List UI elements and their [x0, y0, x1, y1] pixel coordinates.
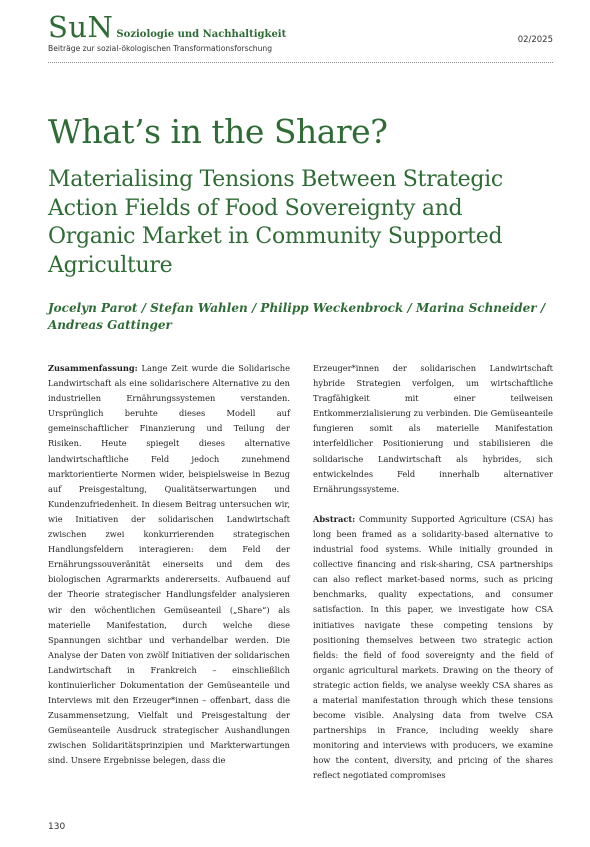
journal-subtitle: Beiträge zur sozial-ökologischen Transformationsforschung [48, 44, 273, 53]
abstract-german-continued: Erzeuger*innen der solidarischen Landwirtschaft hybride Strategien verfolgen, um wirtschaftliche Tragfähigkeit mit einer teilweisen Entkommerzialisierung zu verbinden. Die Gemüseanteile fungieren somit als materielle Manifestation interfeldlicher Positionierung und stabilisieren die solidarische Landwirtschaft als hybrides, sich entwickelndes Feld innerhalb alternativer Ernährungssysteme. [313, 363, 553, 494]
journal-logo: SuN [48, 10, 114, 44]
abstract-english [313, 512, 553, 784]
abstract-english-text: Community Supported Agriculture (CSA) has long been framed as a solidarity-based alternative to industrial food systems. While initially grounded in collective financing and risk-sharing, CSA partnerships can also reflect market-based norms, such as pricing benchmarks, quality expectations, and consumer satisfaction. In this paper, we investigate how CSA initiatives navigate these competing tensions by positioning themselves between two strategic action fields: the field of food sovereignty and the field of organic agricultural markets. Drawing on the theory of strategic action fields, we analyse weekly CSA shares as a material manifestation through which these tensions become visible. Analysing data from twelve CSA partnerships in France, including weekly share monitoring and interviews with producers, we examine how the content, diversity, and pricing of the shares reflect negotiated compromises [313, 513, 553, 781]
article-subtitle: Materialising Tensions Between Strategic Action Fields of Food Sovereignty and Organic Market in Community Supported Agriculture [48, 167, 503, 278]
journal-name: Soziologie und Nachhaltigkeit [116, 29, 287, 40]
left-column [48, 361, 290, 784]
header-divider [48, 62, 553, 63]
article-title: What’s in the Share? [48, 112, 388, 151]
abstract-german [48, 361, 290, 769]
journal-header [48, 10, 553, 62]
abstract-german-text-part1: Lange Zeit wurde die Solidarische Landwirtschaft als eine solidarischere Alternative zu den industriellen Ernährungssystemen verstanden. Ursprünglich beruhte dieses Modell auf gemeinschaftlicher Finanzierung und Teilung der Risiken. Heute spiegelt dieses alternative landwirtschaftliche Feld jedoch zunehmend marktorientierte Normen wider, beispielsweise in Bezug auf Preisgestaltung, Qualitätserwartungen und Kundenzufriedenheit. In diesem Beitrag untersuchen wir, wie Initiativen der solidarischen Landwirtschaft zwischen zwei konkurrierenden strategischen Handlungsfeldern interagieren: dem Feld der Ernährungssouveränität einerseits und dem des biologischen Agrarmarkts andererseits. Aufbauend auf der Theorie strategischer Handlungsfelder analysieren wir den wöchentlichen Gemüseanteil („Share“) als materielle Manifestation, durch welche diese Spannungen sichtbar und verhandelbar werden. Die Analyse der Daten von zwölf Initiativen der solidarischen Landwirtschaft in Frankreich – einschließlich kontinuierlicher Dokumentation der Gemüseanteile und Interviews mit den Erzeuger*innen – offenbart, dass die Zusammensetzung, Vielfalt und Preisgestaltung der Gemüseanteile Ausdruck strategischer Aushandlungen zwischen Solidaritätsprinzipien und Markterwartungen sind. Unsere Ergebnisse belegen, dass die [48, 363, 290, 766]
abstract-english-label: Abstract: [313, 513, 356, 524]
right-column [313, 361, 553, 799]
abstract-german-label: Zusammenfassung: [48, 363, 138, 373]
journal-branding [48, 10, 286, 44]
author-list: Jocelyn Parot / Stefan Wahlen / Philipp Weckenbrock / Marina Schneider / Andreas Gattinger [48, 301, 546, 332]
page-number: 130 [48, 822, 66, 832]
issue-number: 02/2025 [517, 35, 553, 45]
